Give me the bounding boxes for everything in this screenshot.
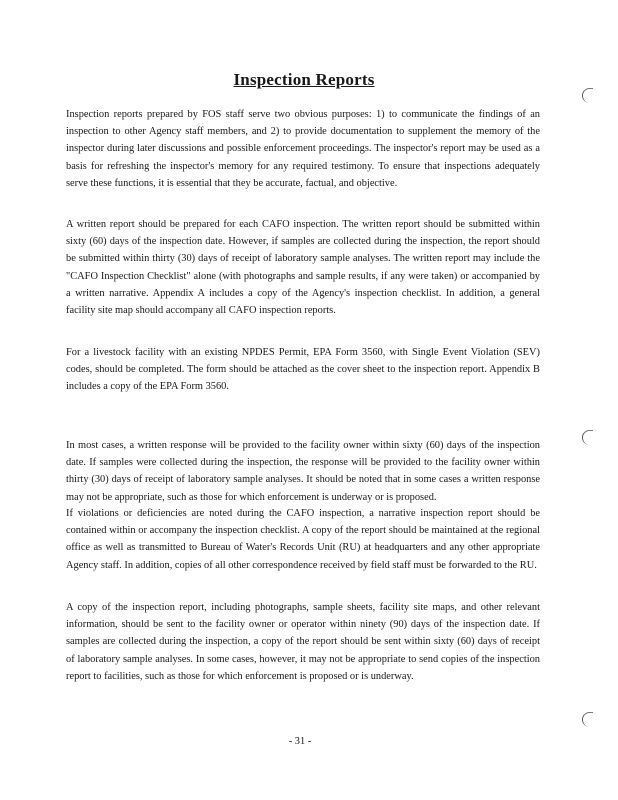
binding-hole-mark [582, 88, 593, 103]
page-title: Inspection Reports [233, 70, 375, 89]
binding-hole-mark [582, 430, 593, 445]
binding-hole-mark [582, 712, 593, 727]
page-number: - 31 - [288, 736, 312, 747]
paragraph-written-response: In most cases, a written response will be provided to the facility owner within sixty (60) days of the inspection date. If samples were collected during the inspection, the response will be provided to the facility owner within thirty (30) days of receipt of laboratory sample analyses. It should be noted that in some cases a written response may not be appropriate, such as those for which enforcement is underway or is proposed. [66, 440, 540, 503]
paragraph-npdes-form: For a livestock facility with an existing NPDES Permit, EPA Form 3560, with Single Event Violation (SEV) codes, should be completed. The form should be attached as the cover sheet to the inspection report. Appendix B includes a copy of the EPA Form 3560. [66, 347, 540, 393]
paragraph-written-report: A written report should be prepared for each CAFO inspection. The written report should be submitted within sixty (60) days of the inspection date. However, if samples are collected during the inspection, the report should be submitted within thirty (30) days of receipt of laboratory sample analyses. The written report may include the "CAFO Inspection Checklist" alone (with photographs and sample results, if any were taken) or accompanied by a written narrative. Appendix A includes a copy of the Agency's inspection checklist. In addition, a general facility site map should accompany all CAFO inspection reports. [66, 219, 540, 317]
paragraph-report-copy: A copy of the inspection report, including photographs, sample sheets, facility site maps, and other relevant information, should be sent to the facility owner or operator within ninety (90) days of the inspection date. If samples are collected during the inspection, a copy of the report should be sent within sixty (60) days of receipt of laboratory sample analyses. In some cases, however, it may not be appropriate to send copies of the inspection report to facilities, such as those for which enforcement is proposed or is underway. [66, 602, 540, 682]
paragraph-purposes: Inspection reports prepared by FOS staff serve two obvious purposes: 1) to communicate the findings of an inspection to other Agency staff members, and 2) to provide documentation to supplement the memory of the inspector during later discussions and possible enforcement proceedings. The inspector's report may be used as a basis for refreshing the inspector's memory for any required testimony. To ensure that inspections adequately serve these functions, it is essential that they be accurate, factual, and objective. [66, 109, 540, 189]
paragraph-violations: If violations or deficiencies are noted during the CAFO inspection, a narrative inspection report should be contained within or accompany the inspection checklist. A copy of the report should be maintained at the regional office as well as transmitted to Bureau of Water's Records Unit (RU) at headquarters and any other appropriate Agency staff. In addition, copies of all other correspondence received by field staff must be forwarded to the RU. [66, 508, 540, 571]
